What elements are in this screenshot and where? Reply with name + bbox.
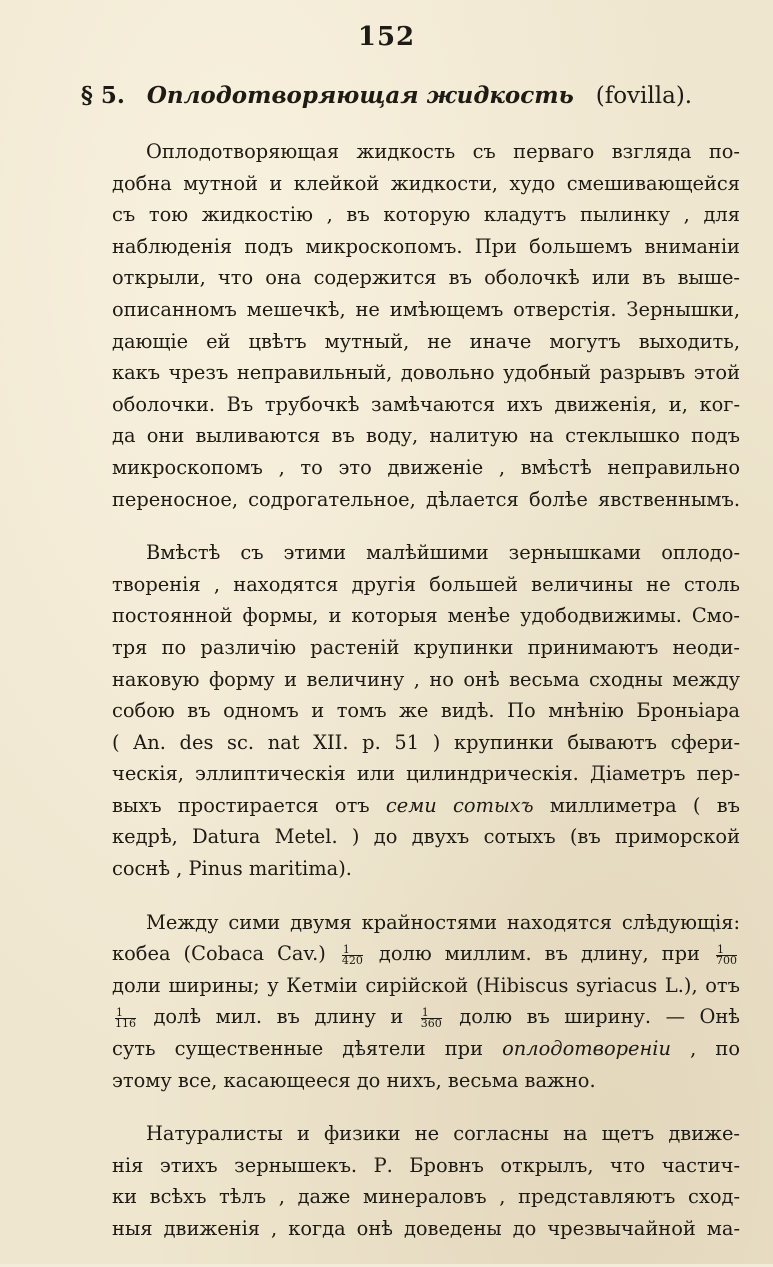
text-line: ческія, эллиптическія или цилиндрическія. Діаметръ пер- (112, 762, 740, 786)
text-line: переносное, содрогательное, дѣлается болѣе явственнымъ. (112, 487, 740, 511)
text-line: открыли, что она содержится въ оболочкѣ или въ выше- (112, 266, 740, 290)
text-line: Вмѣстѣ съ этими малѣйшими зернышками оплодо- (146, 541, 740, 565)
paragraph-3 (112, 907, 740, 1097)
text-line: да они выливаются въ воду, налитую на стеклышко подъ (112, 424, 740, 448)
fraction: $\frac{1}{360}$ (420, 1005, 442, 1030)
text-line: нія этихъ зернышекъ. Р. Бровнъ открылъ, что частич- (112, 1153, 740, 1177)
italic-phrase: семи сотыхъ (385, 793, 534, 817)
text-line: какъ чрезъ неправильный, довольно удобный разрывъ этой (112, 361, 740, 385)
text-line: собою въ одномъ и томъ же видѣ. По мнѣнію Броньіара (112, 699, 740, 723)
text-line: ки всѣхъ тѣлъ , даже минераловъ , представляютъ сход- (112, 1185, 740, 1209)
text-line: Между сими двумя крайностями находятся слѣдующія: (146, 910, 740, 934)
page-number: 152 (357, 22, 416, 52)
text-line: описанномъ мешечкѣ, не имѣющемъ отверстія. Зернышки, (112, 297, 740, 321)
fraction: $\frac{1}{700}$ (715, 942, 737, 967)
fraction: $\frac{1}{420}$ (341, 942, 363, 967)
text-line: добна мутной и клейкой жидкости, худо смешивающейся (112, 171, 740, 195)
text-line: дающіе ей цвѣтъ мутный, не иначе могутъ выходить, (112, 329, 740, 353)
section-heading (0, 82, 773, 109)
text-line: доли ширины; у Кетміи сирійской (Hibiscus syriacus L.), отъ (112, 973, 740, 997)
section-title: Оплодотворяющая жидкость (146, 82, 574, 109)
text-line: Оплодотворяющая жидкость съ перваго взгляда по- (146, 140, 740, 163)
section-number: § 5. (80, 82, 125, 109)
text-line: микроскопомъ , то это движеніе , вмѣстѣ неправильно (112, 455, 740, 479)
text-line: наковую форму и величину , но онѣ весьма сходны между (112, 667, 740, 691)
text-line: соснѣ , Pinus maritima). (112, 857, 352, 881)
text-line: этому все, касающееся до нихъ, весьма важно. (112, 1068, 596, 1092)
text-line: Натуралисты и физики не согласны на щетъ движе- (146, 1122, 740, 1146)
text-line-with-italic: выхъ простирается отъ семи сотыхъ миллиметра ( въ (112, 793, 740, 817)
text-line: наблюденія подъ микроскопомъ. При большемъ вниманіи (112, 234, 740, 258)
section-latin-term: (fovilla). (595, 83, 693, 109)
paragraph-2 (112, 537, 740, 885)
text-line: творенія , находятся другія большей величины не столь (112, 572, 740, 596)
text-line: съ тою жидкостію , въ которую кладутъ пылинку , для (112, 203, 740, 227)
text-line: ( An. des sc. nat XII. p. 51 ) крупинки бываютъ сфери- (112, 730, 740, 754)
text-line: кедрѣ, Datura Metel. ) до двухъ сотыхъ (въ приморской (112, 825, 740, 849)
paragraph-1 (112, 136, 740, 515)
paragraph-4 (112, 1118, 740, 1244)
text-line-with-fractions: кобеа (Cobaca Cav.) $\frac{1}{420}$ долю миллим. въ длину, при $\frac{1}{700}$ (112, 942, 737, 967)
text-line-with-italic: суть существенные дѣятели при оплодотвореніи , по (112, 1037, 740, 1061)
text-line: постоянной формы, и которыя менѣе удободвижимы. Смо- (112, 604, 740, 628)
body-text (112, 136, 740, 1267)
text-line: ныя движенія , когда онѣ доведены до чрезвычайной ма- (112, 1217, 740, 1240)
text-line: оболочки. Въ трубочкѣ замѣчаются ихъ движенія, и, ког- (112, 392, 740, 416)
fraction: $\frac{1}{116}$ (115, 1005, 136, 1030)
italic-phrase: оплодотвореніи (502, 1037, 671, 1061)
text-line: тря по различію растеній крупинки принимаютъ неоди- (112, 635, 740, 659)
text-line-with-fractions: $\frac{1}{116}$ долѣ мил. въ длину и $\frac{1}{360}$ долю въ ширину. — Онѣ (115, 1005, 740, 1030)
